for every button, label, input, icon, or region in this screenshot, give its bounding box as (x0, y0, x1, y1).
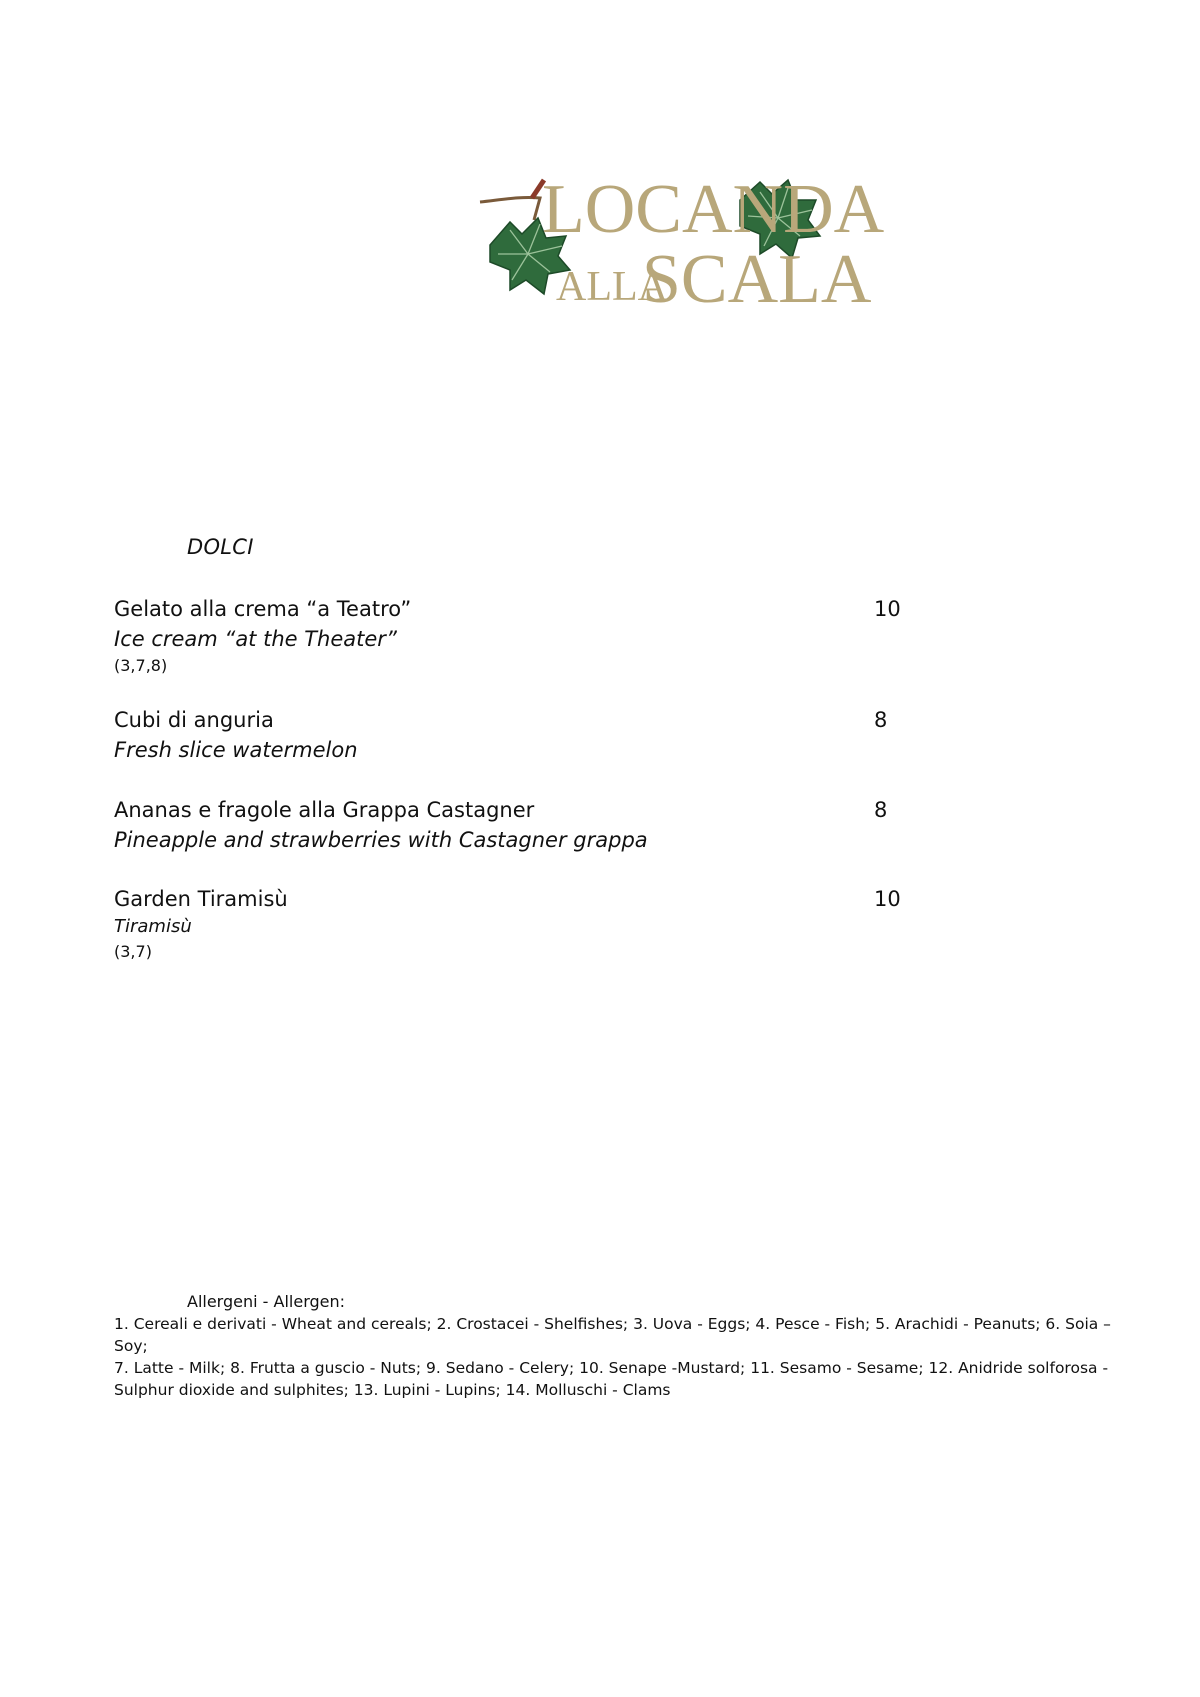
item-price: 10 (874, 887, 901, 911)
allergens-legend (114, 1313, 1114, 1401)
restaurant-logo (470, 150, 885, 330)
item-allergens: (3,7,8) (114, 656, 168, 675)
item-name: Gelato alla crema “a Teatro” (114, 597, 412, 621)
menu-item (114, 594, 934, 678)
allergens-line: 1. Cereali e derivati - Wheat and cereals; 2. Crostacei - Shelfishes; 3. Uova - Eggs; 4. Pesce - Fish; 5. Arachidi - Peanuts; 6. Soia – Soy; (114, 1315, 1111, 1355)
allergens-title: Allergeni - Allergen: (187, 1292, 346, 1311)
menu-item (114, 795, 934, 855)
section-title: DOLCI (187, 535, 254, 559)
item-english-name: Ice cream “at the Theater” (114, 627, 397, 651)
item-english-name: Fresh slice watermelon (114, 738, 358, 762)
item-name: Ananas e fragole alla Grappa Castagner (114, 798, 535, 822)
menu-item (114, 705, 934, 765)
item-english-name: Tiramisù (114, 916, 192, 937)
logo-line2-a: ALLA (556, 264, 668, 310)
item-price: 8 (874, 708, 888, 732)
allergens-line: Sulphur dioxide and sulphites; 13. Lupini - Lupins; 14. Molluschi - Clams (114, 1381, 671, 1399)
vine-stem (480, 197, 540, 220)
item-name: Cubi di anguria (114, 708, 274, 732)
item-name: Garden Tiramisù (114, 887, 288, 911)
item-price: 8 (874, 798, 888, 822)
item-allergens: (3,7) (114, 942, 152, 961)
logo-graphic (470, 150, 885, 330)
logo-line1: LOCANDA (542, 171, 885, 248)
item-price: 10 (874, 597, 901, 621)
allergens-line: 7. Latte - Milk; 8. Frutta a guscio - Nuts; 9. Sedano - Celery; 10. Senape -Mustard; 11. Sesamo - Sesame; 12. Anidride solforosa - (114, 1359, 1109, 1377)
logo-line2-b: SCALA (642, 241, 872, 318)
item-english-name: Pineapple and strawberries with Castagner grappa (114, 828, 648, 852)
menu-item (114, 884, 934, 964)
